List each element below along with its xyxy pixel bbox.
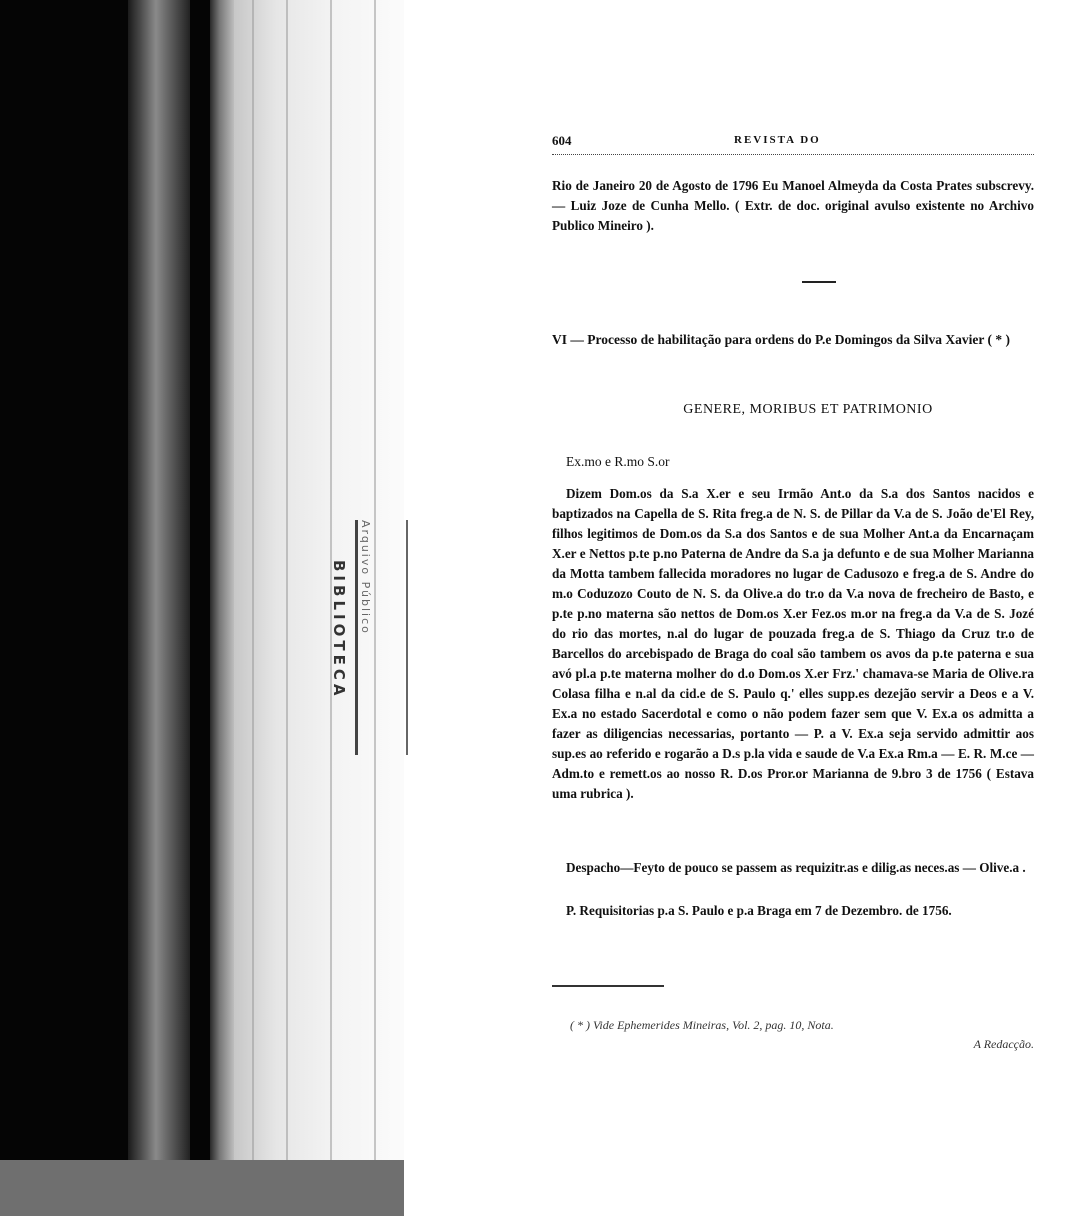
page-number: 604 [552,133,572,148]
header-rule [552,154,1034,156]
salutation: Ex.mo e R.mo S.or [566,454,670,469]
page-header [552,133,1034,155]
intro-paragraph: Rio de Janeiro 20 de Agosto de 1796 Eu Manoel Almeyda da Costa Prates subscrevy.— Luiz Joze de Cunha Mello. ( Extr. de doc. original avulso existente no Archivo Publico Mineiro ). [552,178,1034,233]
footnote-rule [552,985,664,987]
section-separator [802,281,836,283]
library-stamp-subtext: Arquivo Público [359,520,372,635]
spine-shadow [210,0,234,1216]
bottom-shadow [0,1160,404,1216]
book-spine [128,0,190,1216]
footnote: ( * ) Vide Ephemerides Mineiras, Vol. 2, pag. 10, Nota. [570,1018,834,1032]
page-edge-line [252,0,254,1216]
body-paragraph: Dizem Dom.os da S.a X.er e seu Irmão Ant.o da S.a dos Santos nacidos e baptizados na Capella de S. Rita freg.a de N. S. de Pillar da V.a de S. João de'El Rey, filhos legitimos de Dom.os da S.a dos Santos e de sua Molher Ant.a da Encarnaçam X.er e Nettos p.te p.no Paterna de Andre da S.a ja defunto e de sua Molher Marianna da Motta tambem fallecida moradores no lugar de Cadusozo e freg.a de S. Andre do m.o Coduzozo Couto de N. S. da Olive.a do tr.o da V.a nova de frecheiro de Basto, e p.te p.no materna são nettos de Dom.os X.er Fez.os m.or na freg.a da V.a de S. Jozé do rio das mortes, n.al do lugar de pouzada freg.a de S. Thiago da Cruz tr.o de Barcellos do arcebispado de Braga do coal são tambem os avos da p.te paterna e sua avó pl.a p.te materna molher do d.o Dom.os X.er Frz.' chamava-se Maria de Olive.ra Colasa filha e n.al da cid.e de S. Paulo q.' elles supp.es dezejão servir a Deos e a V. Ex.a no estado Sacerdotal e como o não podem fazer sem que V. Ex.a os admitta a fazer as diligencias necessarias, portanto — P. a V. Ex.a seja servido admittir aos sup.es ao referido e rogarão a D.s p.la vida e saude de V.a Ex.a Rm.a — E. R. M.ce — Adm.to e remett.os ao nosso R. D.os Pror.or Marianna de 9.bro 3 de 1756 ( Estava uma rubrica ). [552,486,1034,801]
section-heading: VI — Processo de habilitação para ordens do P.e Domingos da Silva Xavier ( * ) [552,332,1011,347]
page-edge-line [286,0,288,1216]
footnote-signature: A Redacção. [973,1037,1034,1051]
despacho-paragraph: Despacho—Feyto de pouco se passem as requizitr.as e dilig.as neces.as — Olive.a . [566,860,1026,875]
library-stamp-text: BIBLIOTECA [330,560,348,700]
section-subtitle: GENERE, MORIBUS ET PATRIMONIO [683,402,933,417]
requisitorias-paragraph: P. Requisitorias p.a S. Paulo e p.a Braga em 7 de Dezembro. de 1756. [566,903,952,918]
running-title: REVISTA DO [734,134,821,146]
